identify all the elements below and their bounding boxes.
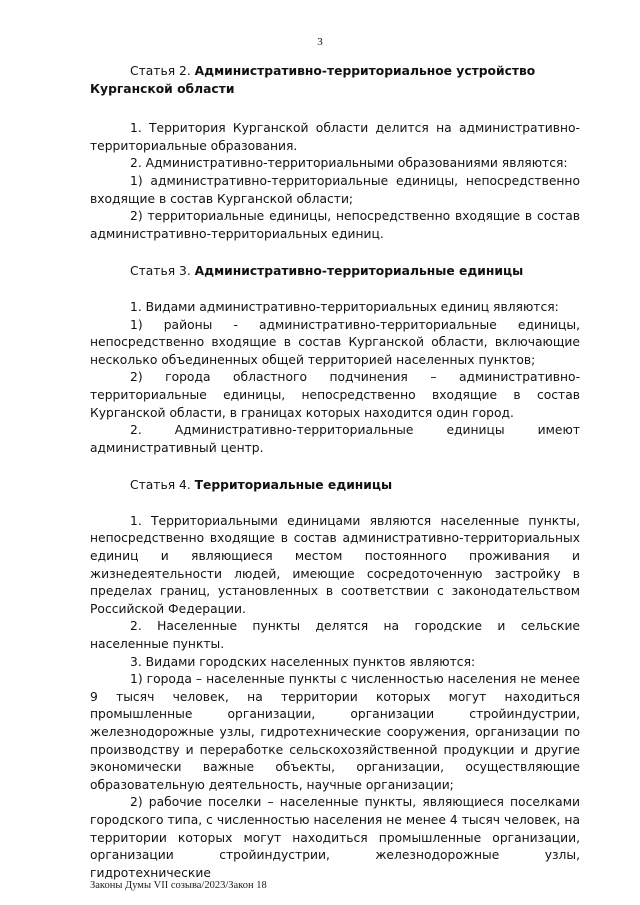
- document-footer: Законы Думы VII созыва/2023/Закон 18: [90, 880, 267, 891]
- article-3-title: Административно-территориальные единицы: [194, 264, 524, 279]
- article-4-paragraph: 2. Населенные пункты делятся на городские и сельские населенные пункты.: [90, 619, 580, 652]
- article-2-paragraph: 1. Территория Курганской области делится на административно-территориальные образования.: [90, 121, 580, 153]
- article-3-paragraph: 1) районы - административно-территориальные единицы, непосредственно входящие в состав Курганской области, включающие несколько объединенных общей территорией населенных пунктов;: [90, 317, 580, 367]
- article-3-paragraph: 2. Административно-территориальные единицы имеют административный центр.: [90, 423, 580, 455]
- article-2-paragraph: 2) территориальные единицы, непосредственно входящие в состав административно-территориальных единиц.: [90, 209, 580, 241]
- article-4-label: Статья 4.: [130, 478, 191, 493]
- article-3-paragraph: 2) города областного подчинения – административно-территориальные единицы, непосредственно входящие в состав Курганской области, в границах которых находится один город.: [90, 370, 580, 420]
- article-4-paragraph: 2) рабочие поселки – населенные пункты, являющиеся поселками городского типа, с численностью населения не менее 4 тысяч человек, на территории которых могут находиться промышленные организации, организации стройиндустрии, железнодорожные узлы, гидротехнические: [90, 795, 580, 880]
- article-4-paragraph: 1. Территориальными единицами являются населенные пункты, непосредственно входящие в состав административно-территориальных единиц и являющиеся местом постоянного проживания и жизнедеятельности людей, имеющие сосредоточенную застройку в пределах границ, установленных в соответствии с законодательством Российской Федерации.: [90, 513, 580, 616]
- article-2-label: Статья 2.: [130, 64, 191, 78]
- article-4-paragraph: 1) города – населенные пункты с численностью населения не менее 9 тысяч человек, на территории которых могут находиться промышленные организации, организации стройиндустрии, железнодорожные узлы, гидротехнические сооружения, организации по производству и переработке сельскохозяйственной продукции и другие экономически важные объекты, организации, осуществляющие образовательную деятельность, научные организации;: [90, 672, 580, 792]
- article-4-paragraph: 3. Видами городских населенных пунктов являются:: [130, 654, 476, 669]
- document-body: [90, 63, 580, 882]
- article-2-title: Административно-территориальное устройство Курганской области: [90, 64, 536, 96]
- article-2-paragraph: 2. Административно-территориальными образованиями являются:: [130, 156, 568, 171]
- article-3-heading: [90, 263, 580, 281]
- article-2-paragraph: 1) административно-территориальные единицы, непосредственно входящие в состав Курганской области;: [90, 173, 580, 206]
- page-number: 3: [317, 36, 323, 48]
- article-2-heading: [90, 63, 580, 98]
- article-4-title: Территориальные единицы: [194, 478, 393, 493]
- article-3-label: Статья 3.: [130, 264, 191, 279]
- article-3-paragraph: 1. Видами административно-территориальных единиц являются:: [130, 299, 559, 314]
- article-4-heading: [90, 477, 580, 495]
